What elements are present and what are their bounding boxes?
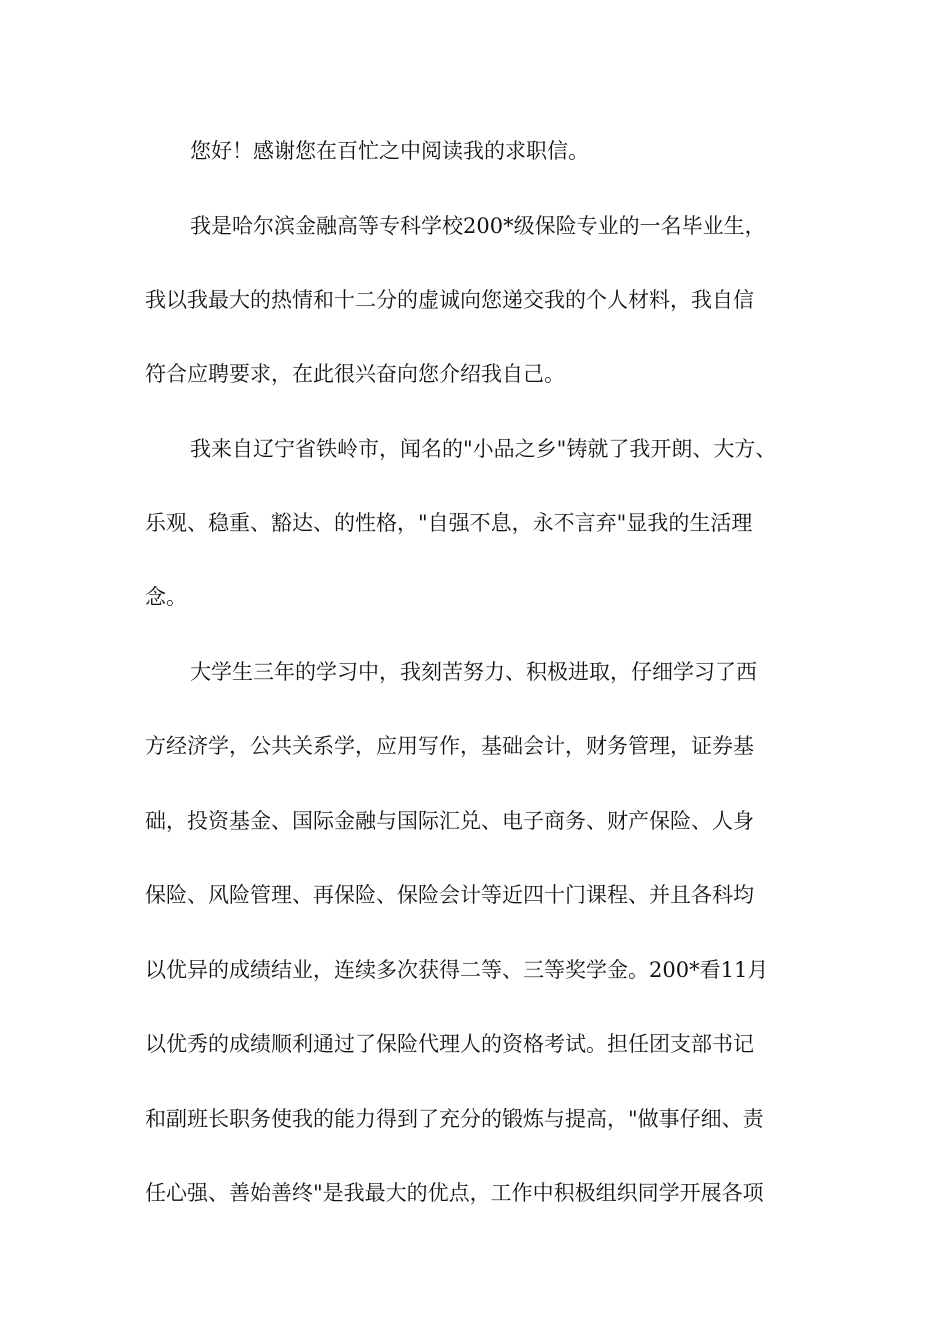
paragraph-3-line-5: 以优异的成绩结业，连续多次获得二等、三等奖学金。200*看11月 xyxy=(145,958,769,982)
paragraph-3-line-6: 以优秀的成绩顺利通过了保险代理人的资格考试。担任团支部书记 xyxy=(145,1032,754,1056)
paragraph-3-line-3: 础，投资基金、国际金融与国际汇兑、电子商务、财产保险、人身 xyxy=(145,809,754,833)
paragraph-2-line-2: 乐观、稳重、豁达、的性格，"自强不息，永不言弃"显我的生活理 xyxy=(145,511,753,535)
paragraph-3-line-4: 保险、风险管理、再保险、保险会计等近四十门课程、并且各科均 xyxy=(145,883,754,907)
paragraph-1-line-2: 我以我最大的热情和十二分的虚诚向您递交我的个人材料，我自信 xyxy=(145,288,754,312)
paragraph-3-line-7: 和副班长职务使我的能力得到了充分的锻炼与提高，"做事仔细、责 xyxy=(145,1107,764,1131)
paragraph-1-line-3: 符合应聘要求，在此很兴奋向您介绍我自己。 xyxy=(145,362,565,386)
paragraph-3-line-8: 任心强、善始善终"是我最大的优点，工作中积极组织同学开展各项 xyxy=(145,1181,764,1205)
paragraph-2-line-3: 念。 xyxy=(145,585,187,609)
paragraph-1-line-1: 我是哈尔滨金融高等专科学校200*级保险专业的一名毕业生， xyxy=(190,214,766,238)
paragraph-3-line-1: 大学生三年的学习中，我刻苦努力、积极进取，仔细学习了西 xyxy=(190,660,757,684)
paragraph-3-line-2: 方经济学，公共关系学，应用写作，基础会计，财务管理，证券基 xyxy=(145,734,754,758)
greeting-line: 您好！感谢您在百忙之中阅读我的求职信。 xyxy=(190,139,589,163)
paragraph-2-line-1: 我来自辽宁省铁岭市，闻名的"小品之乡"铸就了我开朗、大方、 xyxy=(190,437,777,461)
